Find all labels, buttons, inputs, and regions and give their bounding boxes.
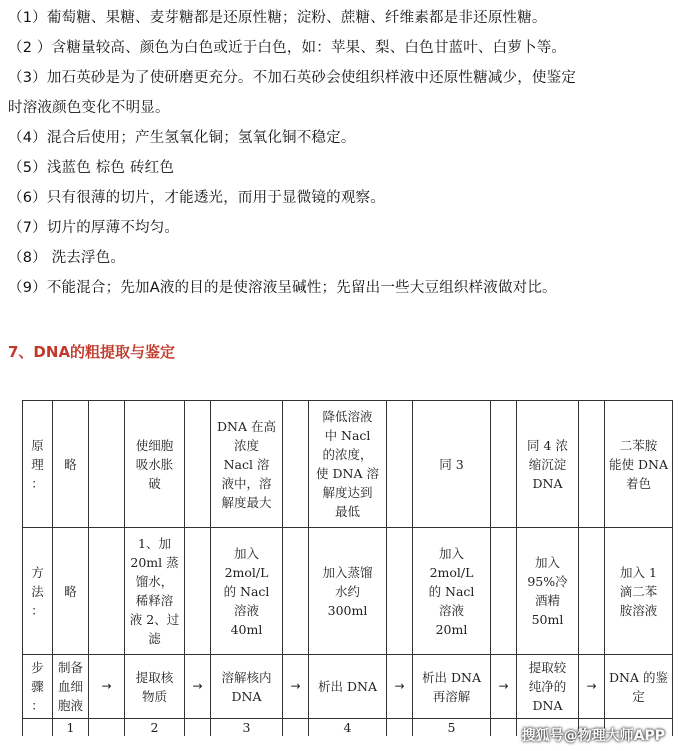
- table-cell: 加入 2mol/L 的 Nacl 溶液 20ml: [413, 528, 491, 655]
- table-cell: 析出 DNA 再溶解: [413, 655, 491, 719]
- table-cell: 使细胞 吸水胀 破: [125, 401, 185, 528]
- table-cell: [283, 528, 309, 655]
- step-number: 3: [211, 719, 283, 737]
- table-cell: 加入 95%冷 酒精 50ml: [517, 528, 579, 655]
- arrow-icon: →: [491, 655, 517, 719]
- arrow-icon: →: [185, 655, 211, 719]
- arrow-icon: →: [387, 655, 413, 719]
- table-cell: [491, 401, 517, 528]
- table-cell: [387, 528, 413, 655]
- table-cell: 提取核 物质: [125, 655, 185, 719]
- arrow-icon: →: [579, 655, 605, 719]
- answer-line-5: （5）浅蓝色 棕色 砖红色: [8, 160, 175, 176]
- table-row-steps: [23, 655, 673, 719]
- table-cell: 制备 血细 胞液: [53, 655, 89, 719]
- table-cell: DNA 的鉴 定: [605, 655, 673, 719]
- answer-line-2: （2 ）含糖量较高、颜色为白色或近于白色，如：苹果、梨、白色甘蓝叶、白萝卜等。: [8, 40, 567, 56]
- row-header-principle: 原 理 ：: [23, 401, 53, 528]
- step-number: 4: [309, 719, 387, 737]
- watermark: 搜狐号@物理大师APP: [521, 728, 665, 744]
- arrow-icon: →: [89, 655, 125, 719]
- table-cell: 1、加 20ml 蒸 馏水， 稀释溶 液 2、过 滤: [125, 528, 185, 655]
- answer-line-3: （3）加石英砂是为了使研磨更充分。不加石英砂会使组织样液中还原性糖减少，使鉴定: [8, 70, 577, 86]
- arrow-icon: →: [283, 655, 309, 719]
- table-cell: 溶解核内 DNA: [211, 655, 283, 719]
- row-header-steps: 步 骤 ：: [23, 655, 53, 719]
- answer-line-4: （4）混合后使用；产生氢氧化铜；氢氧化铜不稳定。: [8, 130, 356, 146]
- table-cell: [23, 719, 53, 737]
- table-cell: 加入 1 滴二苯 胺溶液: [605, 528, 673, 655]
- step-number: 1: [53, 719, 89, 737]
- table-cell: [185, 401, 211, 528]
- answer-list: [8, 3, 674, 303]
- table-cell: 略: [53, 528, 89, 655]
- table-cell: [579, 401, 605, 528]
- table-cell: [283, 719, 309, 737]
- table-cell: [185, 719, 211, 737]
- table-cell: [491, 719, 517, 737]
- table-cell: 降低溶液 中 Nacl 的浓度， 使 DNA 溶 解度达到 最低: [309, 401, 387, 528]
- table-cell: [283, 401, 309, 528]
- answer-line-9: （9）不能混合；先加A液的目的是使溶液呈碱性；先留出一些大豆组织样液做对比。: [8, 280, 557, 296]
- table-cell: 二苯胺 能使 DNA 着色: [605, 401, 673, 528]
- table-cell: 提取较 纯净的 DNA: [517, 655, 579, 719]
- table-row-principle: [23, 401, 673, 528]
- table-cell: [185, 528, 211, 655]
- answer-line-8: （8） 洗去浮色。: [8, 250, 126, 266]
- table-cell: 析出 DNA: [309, 655, 387, 719]
- step-number: 2: [125, 719, 185, 737]
- answer-line-6: （6）只有很薄的切片，才能透光，而用于显微镜的观察。: [8, 190, 385, 206]
- table-cell: 同 3: [413, 401, 491, 528]
- table-cell: [89, 528, 125, 655]
- table-cell: [491, 528, 517, 655]
- answer-line-3-continued: 时溶液颜色变化不明显。: [8, 100, 170, 116]
- table-cell: DNA 在高 浓度 Nacl 溶 液中，溶 解度最大: [211, 401, 283, 528]
- table-row-method: [23, 528, 673, 655]
- section-title: 7、DNA的粗提取与鉴定: [8, 343, 176, 361]
- table-cell: [387, 719, 413, 737]
- table-cell: 同 4 浓 缩沉淀 DNA: [517, 401, 579, 528]
- table-cell: 加入 2mol/L 的 Nacl 溶液 40ml: [211, 528, 283, 655]
- table-cell: [387, 401, 413, 528]
- table-cell: [89, 719, 125, 737]
- step-number: 5: [413, 719, 491, 737]
- table-cell: 略: [53, 401, 89, 528]
- row-header-method: 方 法 ：: [23, 528, 53, 655]
- table-cell: 加入蒸馏 水约 300ml: [309, 528, 387, 655]
- answer-line-7: （7）切片的厚薄不均匀。: [8, 220, 180, 236]
- table-cell: [89, 401, 125, 528]
- table-cell: [579, 528, 605, 655]
- dna-extraction-table: [22, 400, 673, 736]
- answer-line-1: （1）葡萄糖、果糖、麦芽糖都是还原性糖；淀粉、蔗糖、纤维素都是非还原性糖。: [8, 10, 547, 26]
